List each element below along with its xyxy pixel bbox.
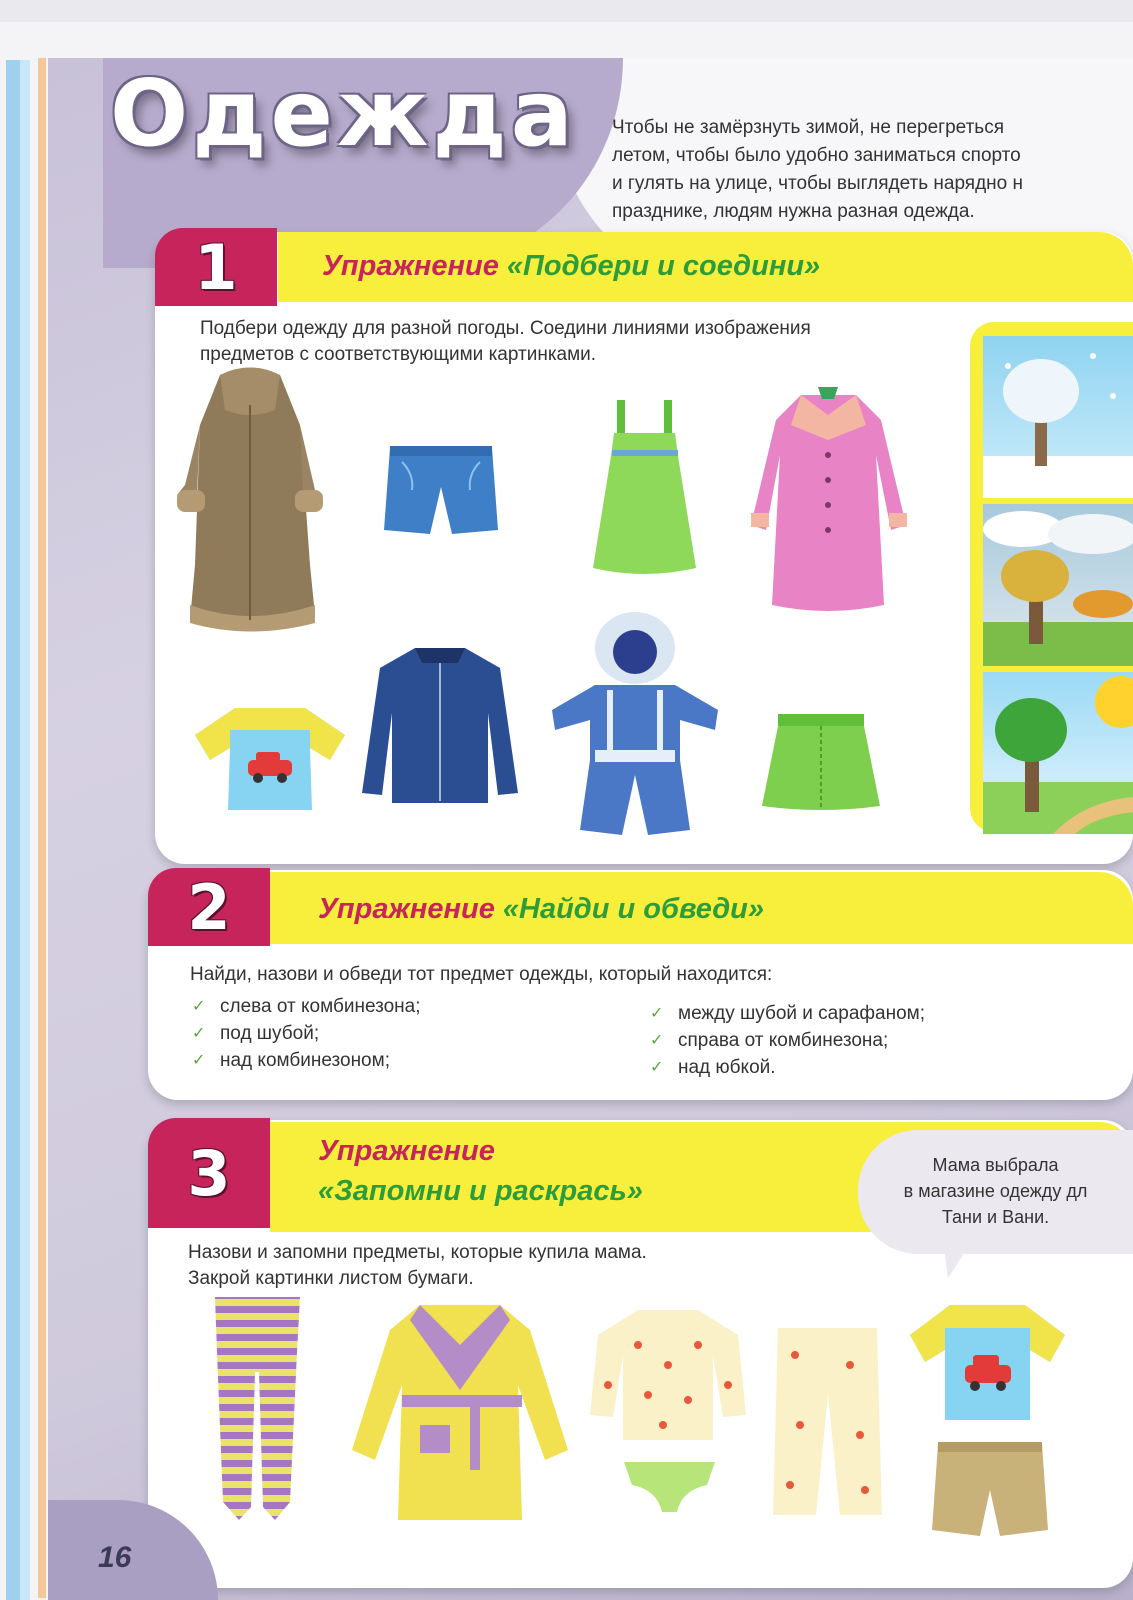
scan-top-strip bbox=[0, 0, 1133, 22]
book-edge bbox=[20, 60, 30, 1600]
shorts-image[interactable] bbox=[382, 442, 500, 542]
page-number: 16 bbox=[98, 1541, 132, 1574]
list-item: ✓ над комбинезоном; bbox=[190, 1047, 421, 1074]
fur-coat-image[interactable] bbox=[175, 365, 325, 635]
list-item: ✓ справа от комбинезона; bbox=[648, 1027, 925, 1054]
list-item: ✓ слева от комбинезона; bbox=[190, 993, 421, 1020]
exercise-2-instruction: Найди, назови и обведи тот предмет одежды, который находится: bbox=[190, 964, 773, 985]
panties-image[interactable] bbox=[622, 1460, 717, 1515]
book-edge bbox=[38, 58, 46, 1598]
exercise-3-title-name: «Запомни и раскрась» bbox=[318, 1175, 643, 1207]
tights-image[interactable] bbox=[215, 1297, 300, 1520]
list-item: ✓ над юбкой. bbox=[648, 1054, 925, 1081]
bathrobe-image[interactable] bbox=[350, 1300, 570, 1525]
sunny-summer-picture[interactable] bbox=[983, 672, 1133, 834]
boys-shorts-image[interactable] bbox=[930, 1440, 1050, 1540]
exercise-3-title-label: Упражнение bbox=[318, 1135, 495, 1167]
book-edge bbox=[6, 60, 20, 1600]
jacket-image[interactable] bbox=[360, 643, 520, 808]
exercise-2-number: 2 bbox=[148, 868, 270, 946]
winter-picture[interactable] bbox=[983, 336, 1133, 498]
exercise-1-instructions: Подбери одежду для разной погоды. Соедини линиями изображения предметов с соответствующими картинками. bbox=[200, 318, 811, 365]
boys-t-shirt-image[interactable] bbox=[905, 1300, 1070, 1425]
snowsuit-image[interactable] bbox=[540, 610, 730, 850]
list-item: ✓ под шубой; bbox=[190, 1020, 421, 1047]
skirt-image[interactable] bbox=[760, 712, 882, 810]
pink-coat-image[interactable] bbox=[746, 385, 911, 615]
exercise-1-title: Упражнение «Подбери и соедини» bbox=[322, 250, 821, 282]
exercise-3-instructions: Назови и запомни предметы, которые купила мама. Закрой картинки листом бумаги. bbox=[188, 1242, 647, 1289]
exercise-3-number: 3 bbox=[148, 1118, 270, 1228]
page-title: Одежда bbox=[110, 60, 577, 167]
exercise-2-title: Упражнение «Найди и обведи» bbox=[318, 893, 764, 925]
speech-bubble: Мама выбрала в магазине одежду дл Тани и Вани. bbox=[858, 1130, 1133, 1254]
exercise-2-right-list bbox=[648, 1000, 925, 1081]
intro-paragraph: Чтобы не замёрзнуть зимой, не перегреться летом, чтобы было удобно заниматься спорто и гулять на улице, чтобы выглядеть нарядно н празднике, людям нужна разная одежда. bbox=[612, 117, 1024, 222]
pajama-top-image[interactable] bbox=[588, 1305, 748, 1445]
sundress-image[interactable] bbox=[592, 398, 697, 578]
rainy-autumn-picture[interactable] bbox=[983, 504, 1133, 666]
t-shirt-image[interactable] bbox=[190, 700, 350, 815]
pajama-pants-image[interactable] bbox=[770, 1325, 885, 1520]
exercise-2-left-list bbox=[190, 993, 421, 1074]
weather-pictures-strip bbox=[970, 322, 1133, 832]
list-item: ✓ между шубой и сарафаном; bbox=[648, 1000, 925, 1027]
exercise-1-number: 1 bbox=[155, 228, 277, 306]
